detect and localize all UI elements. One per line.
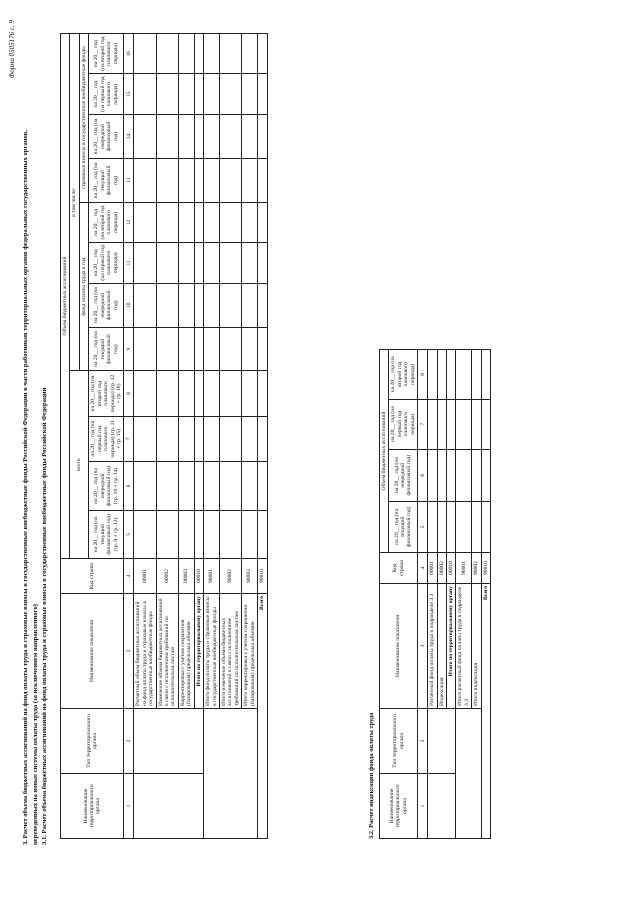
- table-row: [134, 34, 156, 839]
- form-reference: Форма 0505176 с. 9: [8, 20, 16, 79]
- th-col-14: на 20__ год (на очередной финансовый год): [89, 114, 124, 158]
- col-number: 14: [124, 114, 134, 158]
- th-col-9: на 20__ год (на текущий финансовый год): [89, 327, 124, 371]
- th-territorial-name: Наименование территориального органа: [61, 774, 124, 839]
- total-code: 90010: [481, 553, 490, 584]
- row-code: 00001: [134, 559, 156, 594]
- th-payroll-fund: фонд оплаты труда в год: [79, 202, 88, 371]
- table-row: [456, 350, 472, 839]
- table-row: [204, 34, 220, 839]
- cell-empty: [134, 709, 204, 774]
- th2-territorial-name: Наименование территориального органа: [380, 774, 418, 839]
- col-number: 2: [418, 709, 428, 774]
- th2-col-8: на 20__ год (на второй год планового периода): [389, 350, 418, 400]
- col-number: 3: [418, 584, 428, 709]
- th-budget-volume: Объем бюджетных ассигнований: [61, 34, 70, 559]
- th-col-15: на 20__ год (на первый год планового периода): [89, 74, 124, 115]
- cell-empty: [456, 709, 481, 839]
- section-3-2-title: 3.2. Расчет индексации фонда оплаты труда: [368, 712, 375, 839]
- column-numbers-row: [418, 350, 428, 839]
- th-territorial-type: Тип территориального органа: [61, 709, 124, 774]
- row-code: 90001: [456, 553, 472, 584]
- th-col-11: на 20__ год (на первый год планового периода): [89, 243, 124, 284]
- th-col-12: на 20__ год (на второй год планового периода): [89, 202, 124, 242]
- col-number: 3: [124, 594, 134, 709]
- total-code: 90010: [258, 559, 267, 594]
- cell-empty: [134, 774, 204, 839]
- column-numbers-row: [124, 34, 134, 839]
- table-3-2: [379, 349, 491, 839]
- th-col-8: на 20__ год (на второй год планового периода) (гр. 12 + гр. 16): [89, 371, 124, 416]
- row-label: Изменение объема бюджетных ассигнований в связи с исполнением требований по исполнительным листам: [156, 594, 178, 709]
- col-number: 2: [124, 709, 134, 774]
- row-code: 90003: [242, 559, 258, 594]
- table-row: [428, 350, 437, 839]
- th-col-16: на 20__ год (на второй год планового периода): [89, 34, 124, 74]
- row-label: Итого корректировка с учетом сохранения (базирования) предельных объемов: [242, 594, 258, 709]
- th-insurance: страховые взносы в государственные внебюджетные фонды: [79, 34, 88, 203]
- col-number: 1: [124, 774, 134, 839]
- total-label: Всего: [481, 584, 490, 839]
- col-number: 7: [418, 399, 428, 449]
- th2-budget-volume: Объем бюджетных ассигнований: [380, 350, 389, 553]
- col-number: 5: [124, 510, 134, 558]
- row-code: 00001: [428, 553, 437, 584]
- col-number: 16: [124, 34, 134, 74]
- row-label: Итого фонд оплаты труда и страховые взносы в государственные внебюджетные фонды: [204, 594, 220, 709]
- th2-col-5: на 20__ год (на текущий финансовый год): [389, 501, 418, 552]
- row-code: 00003: [178, 559, 194, 594]
- cell-empty: [428, 774, 456, 839]
- row-code: 90002: [472, 553, 481, 584]
- row-label: Итого по территориальному органу: [446, 584, 455, 709]
- col-number: 1: [418, 774, 428, 839]
- row-label: Корректировка с учетом сохранения (базирования) предельных объемов: [178, 594, 194, 709]
- th-row-code: Код строки: [61, 559, 124, 594]
- col-number: 10: [124, 283, 134, 327]
- row-label: Расчетный фонд оплаты труда в подразделе 3.3: [428, 584, 437, 709]
- col-number: 13: [124, 159, 134, 203]
- col-number: 15: [124, 74, 134, 115]
- col-number: 5: [418, 501, 428, 552]
- row-label: Итого индексация: [472, 584, 481, 709]
- heading-line-3: 3.1. Расчет объема бюджетных ассигнований на фонд оплаты труда и страховые взносы в государственные внебюджетные фонды Российской Федерации: [41, 387, 49, 845]
- th-col-7: на 20__ год (на первый год планового периода) (гр. 11 + гр. 15): [89, 416, 124, 461]
- col-number: 8: [124, 371, 134, 416]
- col-number: 4: [418, 553, 428, 584]
- th-col-10: на 20__ год (на очередной финансовый год): [89, 283, 124, 327]
- th2-col-6: на 20__ год (на очередной финансовый год): [389, 449, 418, 501]
- row-code: 90001: [204, 559, 220, 594]
- heading-line-1: 3. Расчет объема бюджетных ассигнований на фонд оплаты труда и страховые взносы в государственные внебюджетные фонды Российской Федерации в части работников территориальных органов федеральных государственных органов,: [22, 130, 29, 845]
- th-col-13: на 20__ год (на текущий финансовый год): [89, 159, 124, 203]
- table-3-1: [60, 33, 268, 839]
- total-label: Всего: [258, 594, 267, 839]
- row-label: Индексация: [437, 584, 446, 709]
- th-col-5: на 20__ год (на текущий финансовый год) (гр. 9 + гр. 13): [89, 510, 124, 558]
- th2-col-7: на 20__ год (на первый год планового периода): [389, 399, 418, 449]
- row-code: 00010: [194, 559, 203, 594]
- cell-empty: [204, 709, 258, 839]
- table-row-total: [258, 34, 267, 839]
- th2-row-code: Код строки: [380, 553, 418, 584]
- th-indicator: Наименование показателя: [61, 594, 124, 709]
- th2-indicator: Наименование показателя: [380, 584, 418, 709]
- row-code: 00002: [437, 553, 446, 584]
- col-number: 6: [418, 449, 428, 501]
- th-total: всего: [70, 371, 89, 559]
- col-number: 9: [124, 327, 134, 371]
- row-label: Итого по территориальному органу: [194, 594, 203, 709]
- row-code: 00010: [446, 553, 455, 584]
- col-number: 12: [124, 202, 134, 242]
- table-row-total: [481, 350, 490, 839]
- th-in-that: в том числе:: [70, 34, 79, 371]
- row-code: 00002: [156, 559, 178, 594]
- heading-line-2: переведенных на новые системы оплаты труда (за исключением направленного): [31, 604, 39, 845]
- th-col-6: на 20__ год (на очередной финансовый год) (гр. 10 + гр. 14): [89, 461, 124, 510]
- row-code: 90002: [220, 559, 242, 594]
- col-number: 7: [124, 416, 134, 461]
- th2-territorial-type: Тип территориального органа: [380, 709, 418, 774]
- row-label: Итого изменение объема бюджетных ассигнований в связи с исполнением требований по исполнительным листам: [220, 594, 242, 709]
- section-heading: [22, 45, 51, 845]
- row-label: Расчетный объем бюджетных ассигнований на фонд оплаты труда и страховые взносы в государственные внебюджетные фонды: [134, 594, 156, 709]
- row-label: Итого расчетный фонд оплаты труда в подразделе 3.3: [456, 584, 472, 709]
- col-number: 4: [124, 559, 134, 594]
- col-number: 8: [418, 350, 428, 400]
- col-number: 11: [124, 243, 134, 284]
- cell-empty: [428, 709, 456, 774]
- col-number: 6: [124, 461, 134, 510]
